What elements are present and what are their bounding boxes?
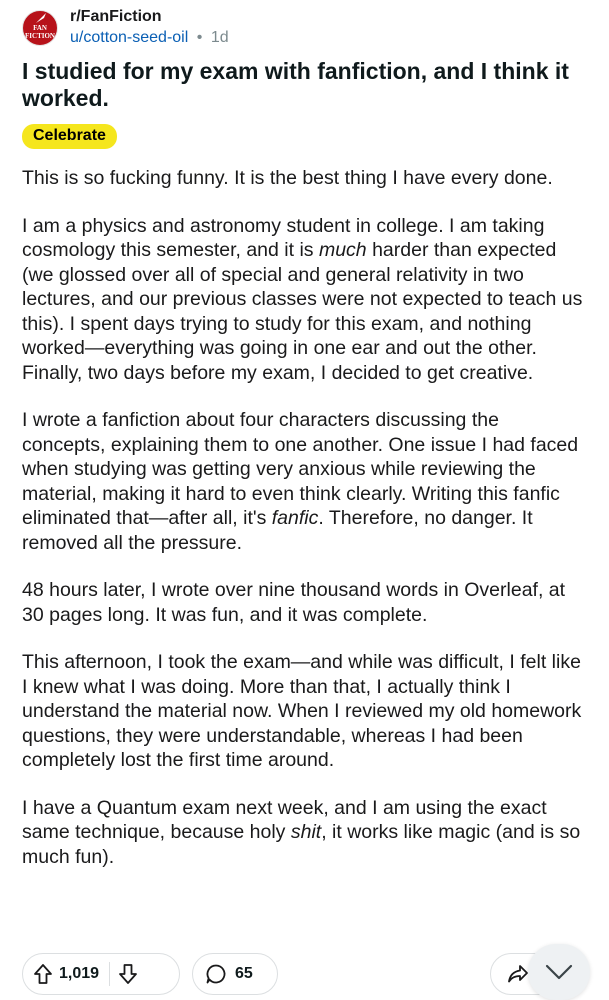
post-header <box>22 8 229 47</box>
paragraph-text: This is so fucking funny. It is the best thing I have every done. <box>22 167 553 189</box>
quill-icon <box>34 12 48 24</box>
body-paragraph <box>22 214 587 386</box>
emphasized-text: shit <box>290 821 322 843</box>
meta-separator: • <box>196 29 203 46</box>
post-age: 1d <box>210 29 229 46</box>
paragraph-text: I am a physics and astronomy student in college. I am taking cosmology this semester, and it is <box>22 214 545 261</box>
paragraph-text: , it works like magic (and is so much fun). <box>22 821 581 868</box>
vote-divider <box>109 962 110 986</box>
post-title[interactable]: I studied for my exam with fanfiction, and I think it worked. <box>22 58 569 111</box>
emphasized-text: much <box>318 239 367 261</box>
paragraph-text: I have a Quantum exam next week, and I am using the exact same technique, because holy <box>22 796 547 843</box>
body-paragraph <box>22 796 587 870</box>
downvote-arrow-icon <box>118 963 138 985</box>
downvote-button[interactable] <box>118 963 138 985</box>
share-arrow-icon <box>507 964 529 984</box>
action-bar <box>22 953 587 997</box>
collapse-button[interactable] <box>528 944 590 1000</box>
body-paragraph <box>22 166 587 191</box>
chevron-down-icon <box>544 963 574 981</box>
avatar-logo-text: FAN FICTION <box>25 23 55 40</box>
paragraph-text: . Therefore, no danger. It removed all the pressure. <box>22 507 533 554</box>
body-paragraph <box>22 408 587 555</box>
upvote-count: 1,019 <box>59 965 100 982</box>
post-flair[interactable]: Celebrate <box>22 124 117 149</box>
paragraph-text: harder than expected (we glossed over all of special and general relativity in two lectures, and our previous classes were not expected to teach us this). I spent days trying to study for this exam, and nothing worked—everything was going in one ear and out the other. Finally, two days before my exam, I decided to get creative. <box>22 239 583 384</box>
post-body <box>22 166 587 892</box>
comment-bubble-icon <box>205 963 227 985</box>
author-link[interactable]: u/cotton-seed-oil <box>70 29 189 46</box>
subreddit-name[interactable]: r/FanFiction <box>70 8 162 25</box>
body-paragraph <box>22 578 587 627</box>
upvote-arrow-icon <box>33 963 53 985</box>
subreddit-avatar[interactable] <box>22 10 58 46</box>
paragraph-text: 48 hours later, I wrote over nine thousand words in Overleaf, at 30 pages long. It was fun, and it was complete. <box>22 579 566 626</box>
paragraph-text: This afternoon, I took the exam—and while was difficult, I felt like I knew what I was doing. More than that, I actually think I understand the material now. When I reviewed my old homework questions, they were understandable, whereas I had been completely lost the first time around. <box>22 651 582 771</box>
comment-count: 65 <box>235 965 253 982</box>
body-paragraph <box>22 650 587 773</box>
paragraph-text: I wrote a fanfiction about four characters discussing the concepts, explaining them to one another. One issue I had faced when studying was getting very anxious while reviewing the material, making it hard to even think clearly. Writing this fanfic eliminated that—after all, it's <box>22 409 579 529</box>
vote-control <box>22 953 180 995</box>
emphasized-text: fanfic <box>271 507 319 529</box>
comments-button[interactable] <box>192 953 278 995</box>
upvote-button[interactable] <box>33 963 53 985</box>
